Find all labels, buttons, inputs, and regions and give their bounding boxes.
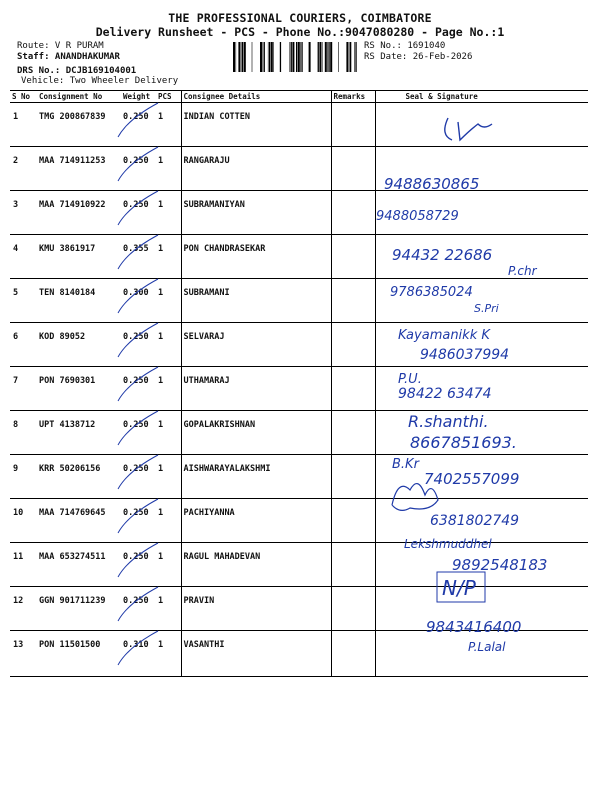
handwritten-signature: 9488058729 bbox=[376, 209, 459, 224]
row-consignment-no: MAA 714910922 bbox=[37, 191, 121, 235]
handwritten-signature: 9892548183 bbox=[452, 556, 548, 574]
vehicle-label: Vehicle: Two Wheeler Delivery bbox=[21, 76, 179, 86]
row-seal-signature bbox=[375, 587, 588, 631]
row-remarks bbox=[331, 631, 375, 677]
row-consignee: SUBRAMANI bbox=[181, 279, 331, 323]
handwritten-signature: 9786385024 bbox=[390, 285, 473, 300]
table-row bbox=[10, 147, 588, 191]
row-consignee: INDIAN COTTEN bbox=[181, 103, 331, 147]
handwritten-signature: 9488630865 bbox=[384, 175, 480, 193]
table-row bbox=[10, 103, 588, 147]
handwritten-signature: N/P bbox=[442, 576, 476, 600]
row-seal-signature bbox=[375, 455, 588, 499]
handwritten-signature: R.shanthi. bbox=[408, 412, 489, 431]
row-weight: 0.250 bbox=[121, 191, 156, 235]
handwritten-signature: 8667851693. bbox=[410, 433, 517, 452]
handwritten-signature: 9486037994 bbox=[420, 347, 510, 363]
handwritten-signature: Lekshmuddhel bbox=[404, 537, 492, 551]
row-sno: 4 bbox=[10, 235, 37, 279]
row-remarks bbox=[331, 147, 375, 191]
row-weight: 0.250 bbox=[121, 323, 156, 367]
row-remarks bbox=[331, 587, 375, 631]
drs-number: DRS No.: DCJB169104001 bbox=[17, 66, 137, 76]
staff-label: Staff: ANANDHAKUMAR bbox=[17, 52, 120, 62]
rs-number: RS No.: 1691040 bbox=[364, 41, 446, 51]
row-sno: 7 bbox=[10, 367, 37, 411]
row-pcs: 1 bbox=[156, 323, 181, 367]
row-weight: 0.250 bbox=[121, 367, 156, 411]
row-consignment-no: KRR 50206156 bbox=[37, 455, 121, 499]
row-pcs: 1 bbox=[156, 147, 181, 191]
row-sno: 11 bbox=[10, 543, 37, 587]
row-seal-signature bbox=[375, 103, 588, 147]
row-consignee: RAGUL MAHADEVAN bbox=[181, 543, 331, 587]
table-row bbox=[10, 455, 588, 499]
row-pcs: 1 bbox=[156, 279, 181, 323]
row-weight: 0.250 bbox=[121, 147, 156, 191]
row-consignment-no: PON 7690301 bbox=[37, 367, 121, 411]
row-sno: 5 bbox=[10, 279, 37, 323]
company-title: THE PROFESSIONAL COURIERS, COIMBATORE bbox=[168, 11, 432, 25]
row-pcs: 1 bbox=[156, 543, 181, 587]
row-consignee: VASANTHI bbox=[181, 631, 331, 677]
row-weight: 0.250 bbox=[121, 587, 156, 631]
row-sno: 1 bbox=[10, 103, 37, 147]
row-seal-signature bbox=[375, 543, 588, 587]
handwritten-signature: 94432 22686 bbox=[392, 246, 493, 264]
row-consignee: PRAVIN bbox=[181, 587, 331, 631]
table-row bbox=[10, 323, 588, 367]
row-consignee: AISHWARAYALAKSHMI bbox=[181, 455, 331, 499]
row-consignee: PON CHANDRASEKAR bbox=[181, 235, 331, 279]
row-pcs: 1 bbox=[156, 499, 181, 543]
row-seal-signature bbox=[375, 411, 588, 455]
table-row bbox=[10, 543, 588, 587]
col-remarks: Remarks bbox=[331, 91, 375, 103]
row-weight: 0.355 bbox=[121, 235, 156, 279]
row-consignment-no: MAA 714911253 bbox=[37, 147, 121, 191]
row-weight: 0.250 bbox=[121, 411, 156, 455]
col-pcs: PCS bbox=[156, 91, 181, 103]
table-header-row bbox=[10, 91, 588, 103]
row-consignment-no: GGN 901711239 bbox=[37, 587, 121, 631]
row-consignment-no: MAA 714769645 bbox=[37, 499, 121, 543]
col-weight: Weight bbox=[121, 91, 156, 103]
handwritten-signature: 98422 63474 bbox=[398, 386, 492, 402]
row-seal-signature bbox=[375, 499, 588, 543]
row-remarks bbox=[331, 323, 375, 367]
row-consignment-no: UPT 4138712 bbox=[37, 411, 121, 455]
row-weight: 0.250 bbox=[121, 455, 156, 499]
row-pcs: 1 bbox=[156, 631, 181, 677]
handwritten-signature: 7402557099 bbox=[424, 470, 520, 488]
row-seal-signature bbox=[375, 191, 588, 235]
row-consignment-no: KMU 3861917 bbox=[37, 235, 121, 279]
row-seal-signature bbox=[375, 147, 588, 191]
handwritten-signature: P.Lalal bbox=[468, 640, 506, 654]
row-consignee: GOPALAKRISHNAN bbox=[181, 411, 331, 455]
row-consignment-no: MAA 653274511 bbox=[37, 543, 121, 587]
table-row bbox=[10, 191, 588, 235]
row-sno: 13 bbox=[10, 631, 37, 677]
handwritten-signature: 9843416400 bbox=[426, 618, 522, 636]
handwritten-signature: Kayamanikk K bbox=[398, 328, 490, 343]
row-seal-signature bbox=[375, 323, 588, 367]
row-consignment-no: PON 11501500 bbox=[37, 631, 121, 677]
col-sno: S No bbox=[10, 91, 37, 103]
handwritten-signature: P.U. bbox=[398, 372, 422, 387]
route-label: Route: V R PURAM bbox=[17, 41, 104, 51]
row-sno: 8 bbox=[10, 411, 37, 455]
row-consignment-no: TMG 200867839 bbox=[37, 103, 121, 147]
row-remarks bbox=[331, 499, 375, 543]
table-row bbox=[10, 411, 588, 455]
runsheet-table bbox=[10, 90, 588, 677]
row-seal-signature bbox=[375, 235, 588, 279]
row-pcs: 1 bbox=[156, 191, 181, 235]
row-weight: 0.250 bbox=[121, 543, 156, 587]
table-row bbox=[10, 279, 588, 323]
row-pcs: 1 bbox=[156, 235, 181, 279]
table-row bbox=[10, 367, 588, 411]
row-sno: 6 bbox=[10, 323, 37, 367]
handwritten-signature: 6381802749 bbox=[430, 513, 520, 529]
row-consignee: UTHAMARAJ bbox=[181, 367, 331, 411]
row-sno: 10 bbox=[10, 499, 37, 543]
row-remarks bbox=[331, 235, 375, 279]
row-consignee: SUBRAMANIYAN bbox=[181, 191, 331, 235]
table-row bbox=[10, 631, 588, 677]
col-consignee: Consignee Details bbox=[181, 91, 331, 103]
row-sno: 12 bbox=[10, 587, 37, 631]
row-pcs: 1 bbox=[156, 455, 181, 499]
row-seal-signature bbox=[375, 631, 588, 677]
row-sno: 2 bbox=[10, 147, 37, 191]
row-pcs: 1 bbox=[156, 411, 181, 455]
table-row bbox=[10, 587, 588, 631]
row-remarks bbox=[331, 367, 375, 411]
row-consignment-no: TEN 8140184 bbox=[37, 279, 121, 323]
barcode bbox=[233, 42, 357, 72]
rs-date: RS Date: 26-Feb-2026 bbox=[364, 52, 473, 62]
table-row bbox=[10, 235, 588, 279]
col-consignment: Consignment No bbox=[37, 91, 121, 103]
row-weight: 0.310 bbox=[121, 631, 156, 677]
row-consignee: SELVARAJ bbox=[181, 323, 331, 367]
row-sno: 9 bbox=[10, 455, 37, 499]
row-weight: 0.250 bbox=[121, 499, 156, 543]
table-row bbox=[10, 499, 588, 543]
row-remarks bbox=[331, 543, 375, 587]
row-remarks bbox=[331, 191, 375, 235]
row-consignee: PACHIYANNA bbox=[181, 499, 331, 543]
row-remarks bbox=[331, 455, 375, 499]
col-seal-signature: Seal & Signature bbox=[375, 91, 588, 103]
row-weight: 0.250 bbox=[121, 103, 156, 147]
row-pcs: 1 bbox=[156, 367, 181, 411]
row-consignment-no: KOD 89052 bbox=[37, 323, 121, 367]
handwritten-signature: B.Kr bbox=[392, 457, 419, 472]
row-weight: 0.300 bbox=[121, 279, 156, 323]
row-pcs: 1 bbox=[156, 103, 181, 147]
row-seal-signature bbox=[375, 367, 588, 411]
handwritten-signature: P.chr bbox=[508, 264, 537, 278]
handwritten-signature: S.Pri bbox=[474, 302, 499, 315]
row-sno: 3 bbox=[10, 191, 37, 235]
row-remarks bbox=[331, 103, 375, 147]
row-pcs: 1 bbox=[156, 587, 181, 631]
runsheet-subtitle: Delivery Runsheet - PCS - Phone No.:9047080280 - Page No.:1 bbox=[95, 25, 505, 39]
row-remarks bbox=[331, 279, 375, 323]
row-seal-signature bbox=[375, 279, 588, 323]
row-consignee: RANGARAJU bbox=[181, 147, 331, 191]
row-remarks bbox=[331, 411, 375, 455]
